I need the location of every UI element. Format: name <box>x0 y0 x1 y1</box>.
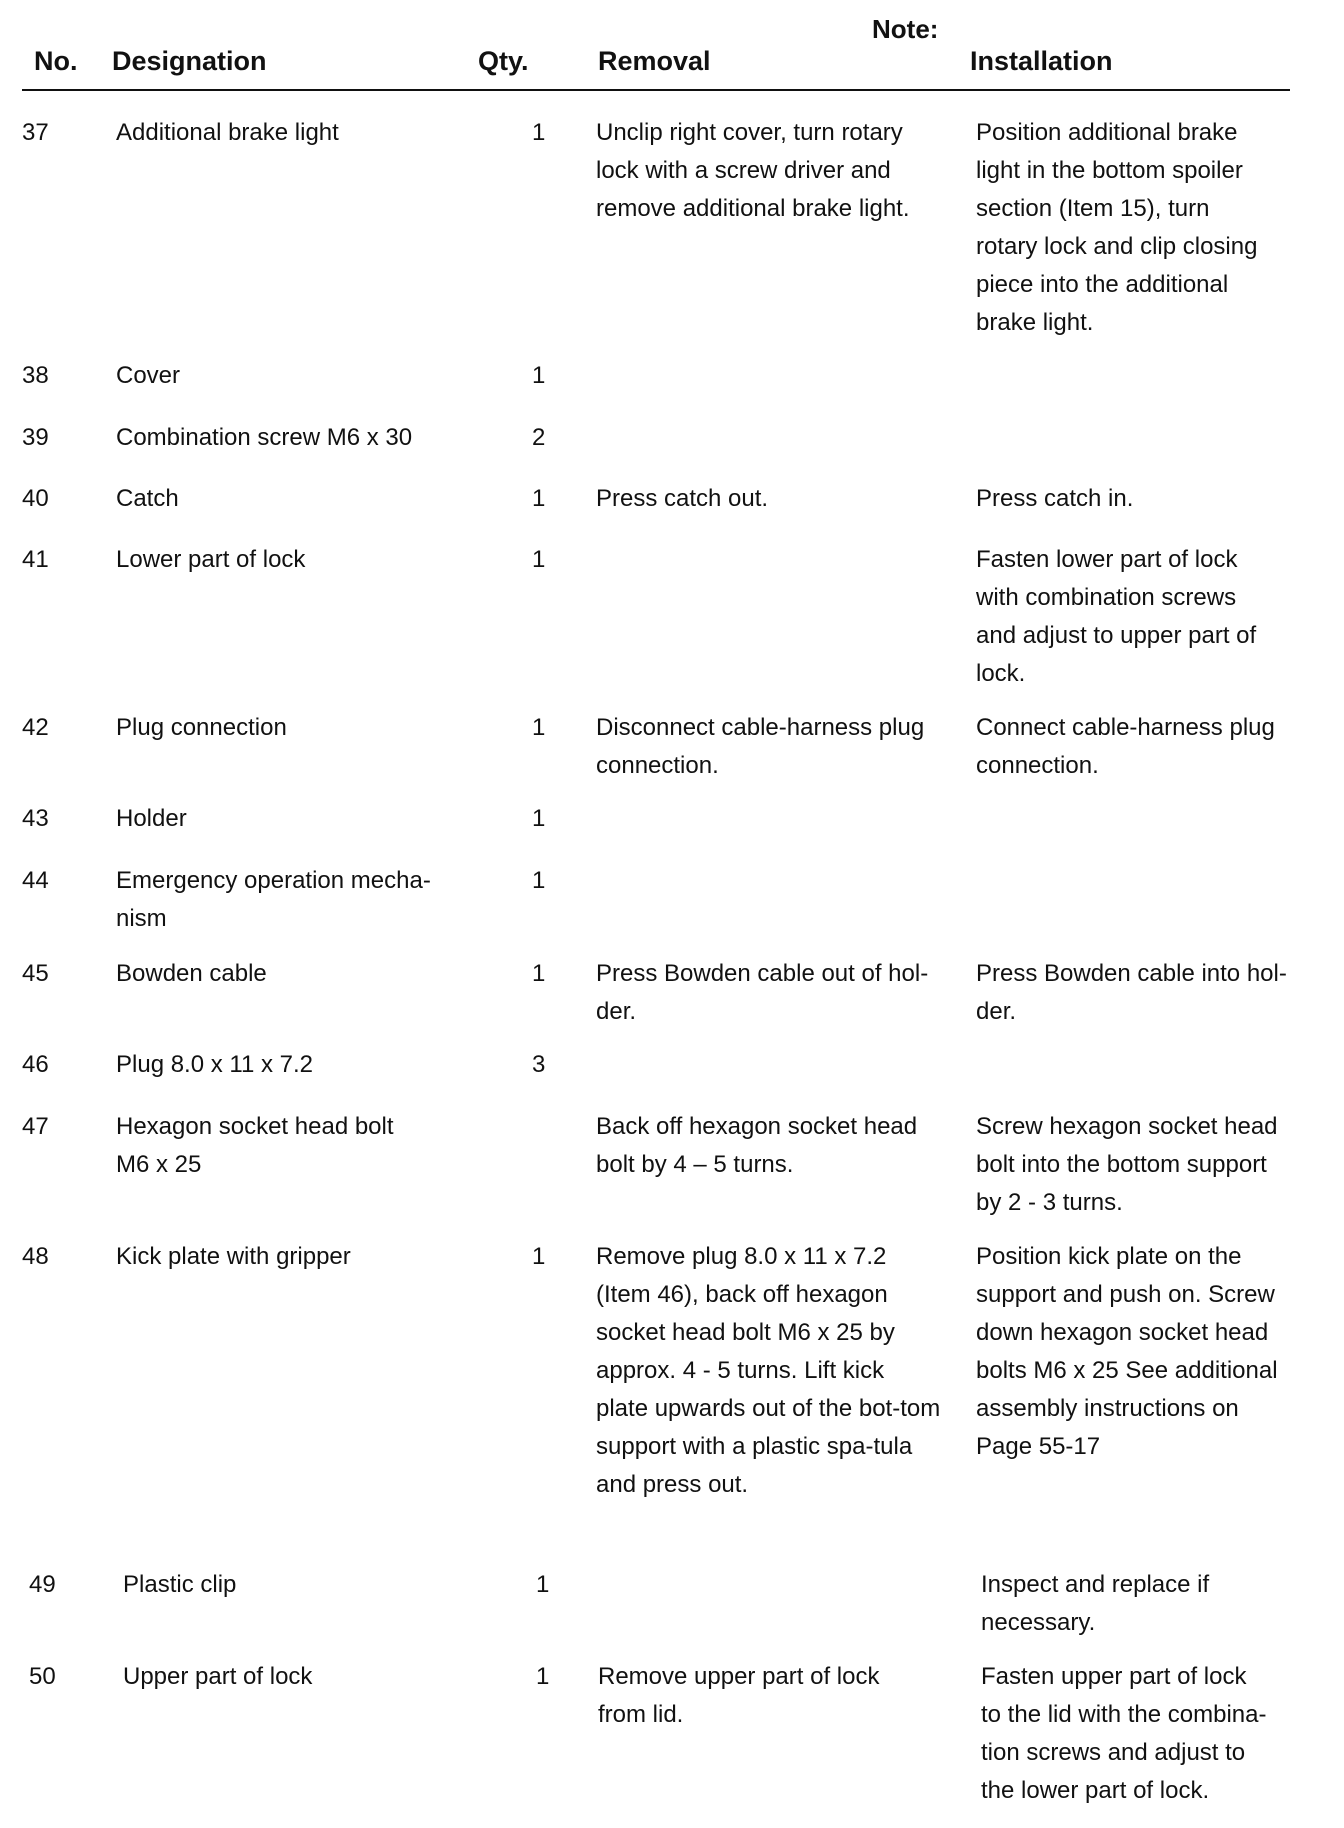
row-qty: 1 <box>536 1663 550 1690</box>
row-no: 42 <box>22 714 49 741</box>
row-designation: Plastic clip <box>123 1571 237 1598</box>
row-designation: Hexagon socket head bolt M6 x 25 <box>116 1113 394 1178</box>
row-qty: 1 <box>532 362 546 389</box>
row-no: 40 <box>22 485 49 512</box>
row-designation: Kick plate with gripper <box>116 1243 351 1270</box>
row-removal: Back off hexagon socket head bolt by 4 – 5 turns. <box>596 1113 918 1178</box>
row-qty: 1 <box>532 546 546 573</box>
row-designation: Plug 8.0 x 11 x 7.2 <box>116 1051 314 1078</box>
note-label: Note: <box>872 14 939 44</box>
row-no: 43 <box>22 805 49 832</box>
row-designation: Plug connection <box>116 714 287 741</box>
row-qty: 1 <box>532 1243 546 1270</box>
row-no: 37 <box>22 119 49 146</box>
row-removal: Remove upper part of lock from lid. <box>598 1663 880 1728</box>
row-installation: Position kick plate on the support and push on. Screw down hexagon socket head bolts M6 x 25 See additional assembly instructions on Page 55-17 <box>976 1243 1278 1460</box>
row-designation: Upper part of lock <box>123 1663 313 1690</box>
row-designation: Combination screw M6 x 30 <box>116 424 413 451</box>
header-removal: Removal <box>598 46 711 76</box>
row-installation: Press catch in. <box>976 485 1134 512</box>
row-no: 50 <box>29 1663 56 1690</box>
row-removal: Remove plug 8.0 x 11 x 7.2 (Item 46), back off hexagon socket head bolt M6 x 25 by approx. 4 - 5 turns. Lift kick plate upwards out of the bot-tom support with a plastic spa-tula and press out. <box>596 1243 941 1498</box>
row-no: 45 <box>22 960 49 987</box>
row-installation: Press Bowden cable into hol-der. <box>976 960 1287 1025</box>
row-qty: 1 <box>536 1571 550 1598</box>
row-no: 46 <box>22 1051 49 1078</box>
row-designation: Bowden cable <box>116 960 267 987</box>
row-installation: Screw hexagon socket head bolt into the bottom support by 2 - 3 turns. <box>976 1113 1278 1216</box>
row-qty: 3 <box>532 1051 546 1078</box>
row-qty: 2 <box>532 424 546 451</box>
row-designation: Lower part of lock <box>116 546 306 573</box>
row-no: 47 <box>22 1113 49 1140</box>
row-no: 44 <box>22 867 49 894</box>
header-qty: Qty. <box>478 46 529 76</box>
row-removal: Disconnect cable-harness plug connection. <box>596 714 925 779</box>
row-designation: Additional brake light <box>116 119 339 146</box>
row-installation: Position additional brake light in the bottom spoiler section (Item 15), turn rotary lock and clip closing piece into the additional brake light. <box>976 119 1258 336</box>
row-removal: Unclip right cover, turn rotary lock with a screw driver and remove additional brake light. <box>596 119 910 222</box>
row-installation: Fasten lower part of lock with combination screws and adjust to upper part of lock. <box>976 546 1257 687</box>
row-designation: Catch <box>116 485 179 512</box>
row-designation: Cover <box>116 362 181 389</box>
row-installation: Fasten upper part of lock to the lid with the combina-tion screws and adjust to the lower part of lock. <box>981 1663 1267 1804</box>
row-no: 48 <box>22 1243 49 1270</box>
row-qty: 1 <box>532 867 546 894</box>
row-no: 39 <box>22 424 49 451</box>
row-designation: Holder <box>116 805 187 832</box>
row-no: 41 <box>22 546 49 573</box>
row-designation: Emergency operation mecha-nism <box>116 867 431 932</box>
row-qty: 1 <box>532 119 546 146</box>
row-no: 38 <box>22 362 49 389</box>
header-rule <box>22 89 1290 91</box>
row-no: 49 <box>29 1571 56 1598</box>
row-installation: Connect cable-harness plug connection. <box>976 714 1275 779</box>
table-header <box>0 46 1344 86</box>
header-designation: Designation <box>112 46 267 76</box>
row-qty: 1 <box>532 805 546 832</box>
header-no: No. <box>34 46 78 76</box>
header-installation: Installation <box>970 46 1113 76</box>
row-removal: Press Bowden cable out of hol-der. <box>596 960 929 1025</box>
row-installation: Inspect and replace if necessary. <box>981 1571 1210 1636</box>
row-removal: Press catch out. <box>596 485 769 512</box>
row-qty: 1 <box>532 485 546 512</box>
row-qty: 1 <box>532 714 546 741</box>
row-qty: 1 <box>532 960 546 987</box>
